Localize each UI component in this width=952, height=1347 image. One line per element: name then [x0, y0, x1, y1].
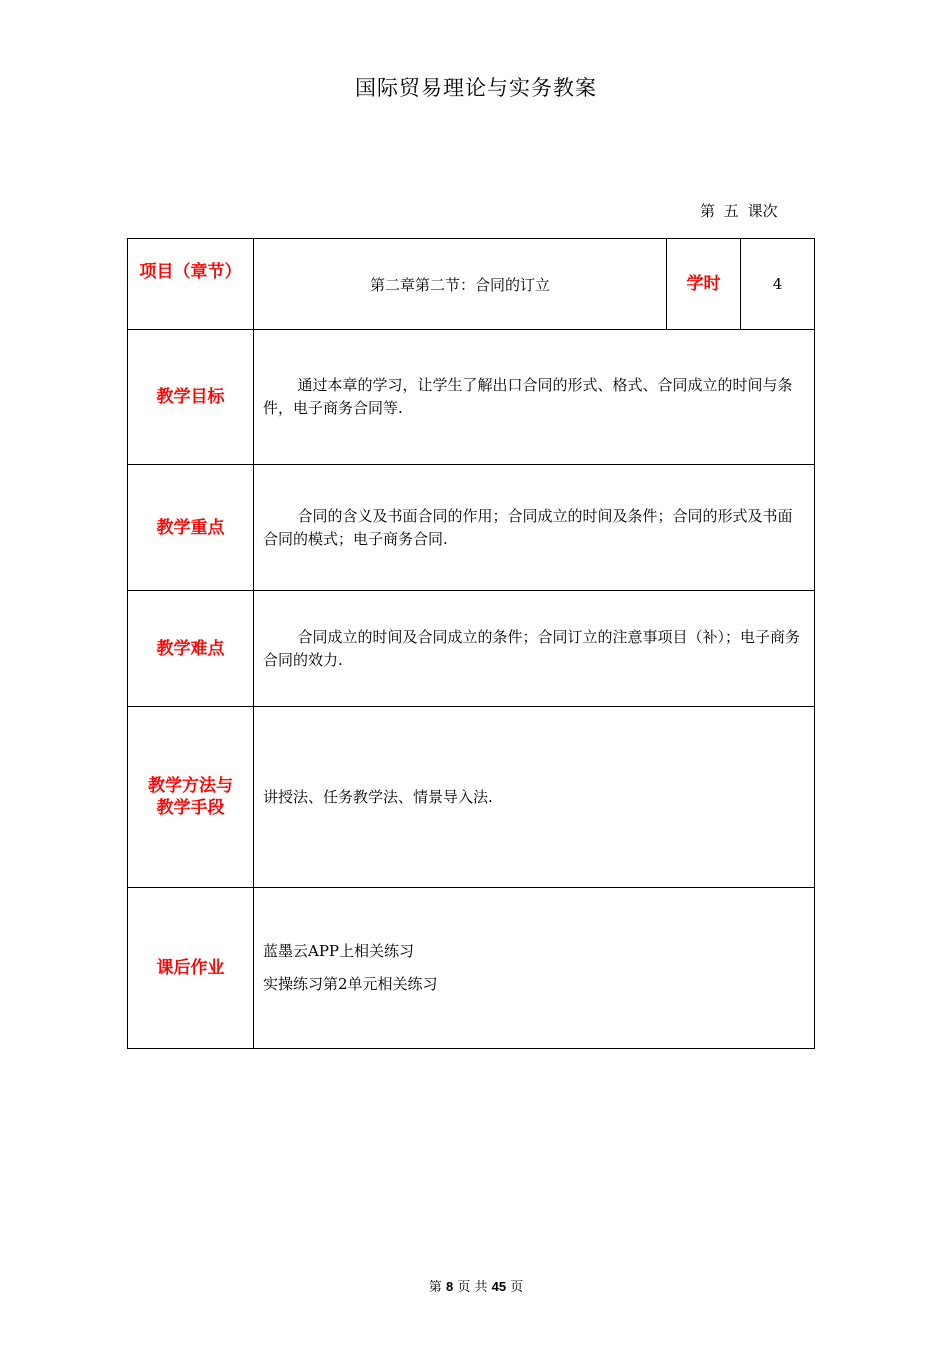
hours-value: 4 [741, 239, 815, 330]
key-points-label: 教学重点 [128, 465, 254, 591]
lesson-suffix: 课次 [747, 202, 778, 220]
hours-label: 学时 [667, 239, 741, 330]
page-middle: 页 共 [457, 1280, 488, 1295]
homework-line: 实操练习第2单元相关练习 [263, 975, 438, 993]
objective-text: 通过本章的学习，让学生了解出口合同的形式、格式、合同成立的时间与条件，电子商务合同等. [263, 376, 793, 417]
objective-label: 教学目标 [128, 330, 254, 465]
objective-cell [254, 330, 815, 465]
table-row [128, 591, 815, 707]
chapter-label: 项目（章节） [128, 239, 254, 330]
chapter-value: 第二章第二节：合同的订立 [254, 239, 667, 330]
lesson-plan-table [127, 238, 815, 1049]
page-prefix: 第 [428, 1280, 442, 1295]
table-row [128, 465, 815, 591]
methods-text: 讲授法、任务教学法、情景导入法. [263, 787, 493, 806]
key-points-text: 合同的含义及书面合同的作用；合同成立的时间及条件；合同的形式及书面合同的模式；电子商务合同. [263, 506, 793, 548]
difficulties-label: 教学难点 [128, 591, 254, 707]
homework-cell [254, 888, 815, 1049]
methods-cell [254, 707, 815, 888]
table-row [128, 239, 815, 330]
table-row [128, 888, 815, 1049]
document-title: 国际贸易理论与实务教案 [355, 76, 597, 100]
page-total: 45 [491, 1279, 507, 1294]
homework-label: 课后作业 [128, 888, 254, 1049]
table-row [128, 330, 815, 465]
lesson-number [700, 200, 782, 221]
key-points-cell [254, 465, 815, 591]
page-footer [0, 1276, 952, 1295]
difficulties-text: 合同成立的时间及合同成立的条件；合同订立的注意事项目（补）；电子商务合同的效力. [263, 627, 801, 669]
homework-line: 蓝墨云APP上相关练习 [263, 942, 415, 960]
methods-label: 教学方法与教学手段 [128, 707, 254, 888]
difficulties-cell [254, 591, 815, 707]
lesson-number-value: 五 [723, 202, 739, 220]
page-suffix: 页 [510, 1280, 524, 1295]
page-current: 8 [445, 1279, 454, 1294]
lesson-prefix: 第 [700, 202, 716, 220]
table-row [128, 707, 815, 888]
